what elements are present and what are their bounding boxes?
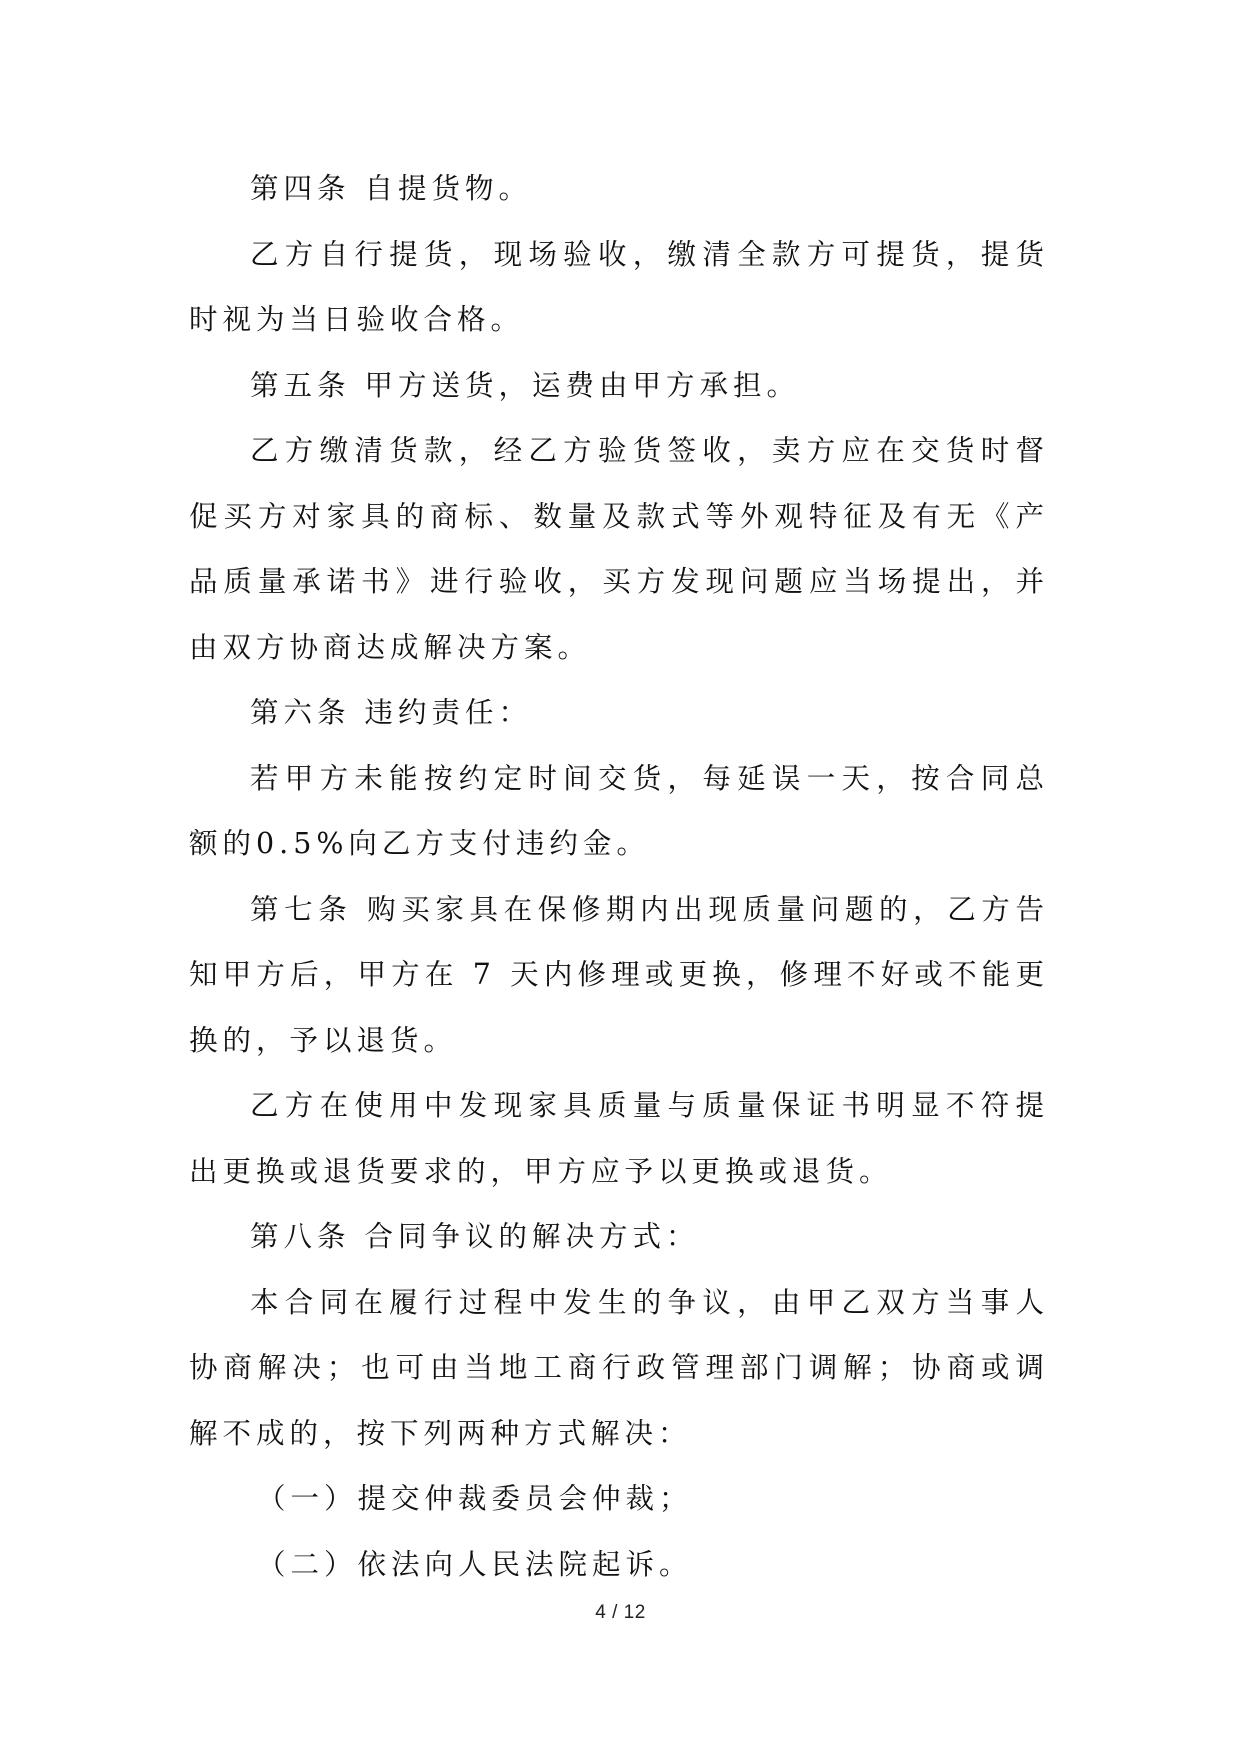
article-4-body: 乙方自行提货，现场验收，缴清全款方可提货，提货时视为当日验收合格。 <box>189 237 1049 336</box>
article-8-heading: 第八条 合同争议的解决方式： <box>250 1220 700 1253</box>
article-5-body: 乙方缴清货款，经乙方验货签收，卖方应在交货时督促买方对家具的商标、数量及款式等外观特征及有无《产品质量承诺书》进行验收，买方发现问题应当场提出，并由双方协商达成解决方案。 <box>189 434 1049 664</box>
article-5-heading: 第五条 甲方送货，运费由甲方承担。 <box>250 368 801 402</box>
article-7-body: 第七条 购买家具在保修期内出现质量问题的，乙方告知甲方后，甲方在 7 天内修理或更换，修理不好或不能更换的，予以退货。 <box>189 892 1049 1057</box>
article-6-heading: 第六条 违约责任： <box>250 696 533 729</box>
document-body <box>189 156 1049 1597</box>
article-8-option-1: （一）提交仲裁委员会仲裁； <box>257 1482 693 1515</box>
article-4-heading: 第四条 自提货物。 <box>250 172 533 205</box>
article-8-option-2: （二）依法向人民法院起诉。 <box>257 1547 693 1581</box>
article-8-body: 本合同在履行过程中发生的争议，由甲乙双方当事人协商解决；也可由当地工商行政管理部门调解；协商或调解不成的，按下列两种方式解决： <box>189 1285 1049 1450</box>
page-number: 4 / 12 <box>595 1602 646 1623</box>
article-7-body-2: 乙方在使用中发现家具质量与质量保证书明显不符提出更换或退货要求的，甲方应予以更换或退货。 <box>189 1089 1049 1188</box>
article-6-body: 若甲方未能按约定时间交货，每延误一天，按合同总额的0.5%向乙方支付违约金。 <box>189 761 1049 860</box>
